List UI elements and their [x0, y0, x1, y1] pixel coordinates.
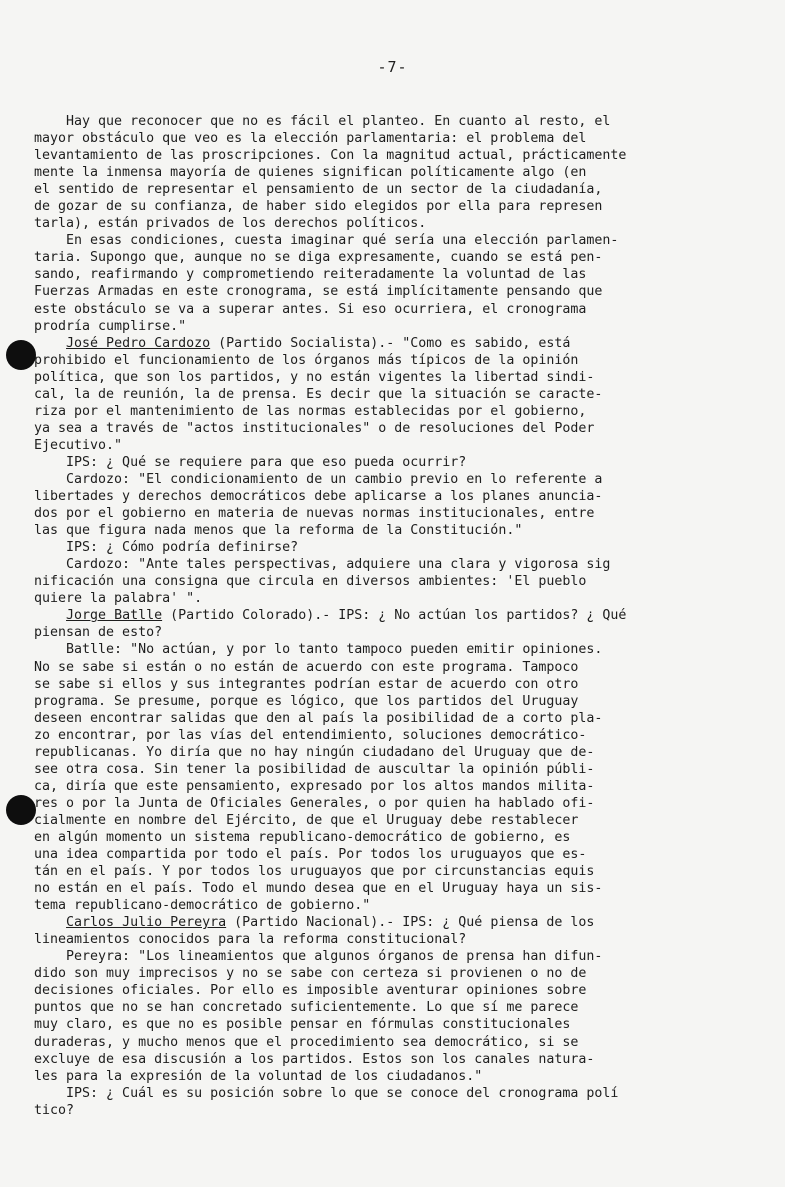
- text-line: [34, 505, 764, 522]
- punch-hole: [6, 340, 36, 370]
- text-line: [34, 948, 764, 965]
- line-text: En esas condiciones, cuesta imaginar qué sería una elección parlamen-: [34, 233, 619, 249]
- line-text: tema republicano-democrático de gobierno.": [34, 898, 371, 914]
- text-line: [34, 130, 764, 147]
- text-line: [34, 880, 764, 897]
- text-line: [34, 471, 764, 488]
- line-text: libertades y derechos democráticos debe aplicarse a los planes anuncia-: [34, 489, 603, 505]
- text-line: [34, 369, 764, 386]
- text-line: [34, 522, 764, 539]
- text-line: [34, 624, 764, 641]
- text-line: [34, 454, 764, 471]
- line-text: (Partido Socialista).- "Como es sabido, está: [210, 335, 571, 351]
- text-line: [34, 676, 764, 693]
- line-text: cialmente en nombre del Ejército, de que el Uruguay debe restablecer: [34, 812, 579, 828]
- text-line: [34, 693, 764, 710]
- line-text: quiere la palabra' ".: [34, 591, 203, 607]
- text-line: [34, 965, 764, 982]
- text-line: [34, 335, 764, 352]
- speaker-name: Carlos Julio Pereyra: [66, 915, 227, 931]
- text-line: [34, 641, 764, 658]
- text-line: [34, 232, 764, 249]
- text-line: [34, 795, 764, 812]
- text-line: [34, 488, 764, 505]
- text-line: [34, 863, 764, 880]
- line-text: decisiones oficiales. Por ello es imposible aventurar opiniones sobre: [34, 983, 587, 999]
- text-line: [34, 659, 764, 676]
- text-line: [34, 113, 764, 130]
- line-text: lineamientos conocidos para la reforma constitucional?: [34, 932, 467, 948]
- line-text: prohibido el funcionamiento de los órganos más típicos de la opinión: [34, 352, 579, 368]
- text-line: [34, 318, 764, 335]
- text-line: [34, 761, 764, 778]
- line-text: IPS: ¿ Qué se requiere para que eso pueda ocurrir?: [34, 454, 467, 470]
- text-line: [34, 607, 764, 624]
- line-text: política, que son los partidos, y no están vigentes la libertad sindi-: [34, 369, 595, 385]
- text-line: [34, 778, 764, 795]
- line-text: IPS: ¿ Cómo podría definirse?: [34, 540, 299, 556]
- line-text: Fuerzas Armadas en este cronograma, se está implícitamente pensando que: [34, 284, 603, 300]
- text-line: [34, 403, 764, 420]
- text-line: [34, 198, 764, 215]
- text-line: [34, 982, 764, 999]
- line-text: riza por el mantenimiento de las normas establecidas por el gobierno,: [34, 403, 587, 419]
- text-line: [34, 590, 764, 607]
- line-text: Hay que reconocer que no es fácil el planteo. En cuanto al resto, el: [34, 114, 611, 129]
- line-text: No se sabe si están o no están de acuerdo con este programa. Tampoco: [34, 659, 579, 675]
- line-text: Pereyra: "Los lineamientos que algunos órganos de prensa han difun-: [34, 949, 603, 965]
- line-text: ca, diría que este pensamiento, expresado por los altos mandos milita-: [34, 778, 595, 794]
- line-text: dido son muy imprecisos y no se sabe con certeza si provienen o no de: [34, 966, 587, 982]
- text-line: [34, 1016, 764, 1033]
- line-text: tarla), están privados de los derechos políticos.: [34, 216, 427, 232]
- line-text: programa. Se presume, porque es lógico, que los partidos del Uruguay: [34, 693, 579, 709]
- speaker-name: Jorge Batlle: [66, 608, 163, 624]
- line-text: las que figura nada menos que la reforma de la Constitución.": [34, 523, 523, 539]
- text-line: [34, 539, 764, 556]
- text-line: [34, 710, 764, 727]
- line-text: una idea compartida por todo el país. Por todos los uruguayos que es-: [34, 847, 587, 863]
- punch-hole: [6, 795, 36, 825]
- line-text: excluye de esa discusión a los partidos. Estos son los canales natura-: [34, 1051, 595, 1067]
- line-text: IPS: ¿ Cuál es su posición sobre lo que se conoce del cronograma polí: [34, 1085, 619, 1101]
- text-line: [34, 914, 764, 931]
- line-text: tico?: [34, 1102, 75, 1118]
- line-text: de gozar de su confianza, de haber sido elegidos por ella para represen: [34, 199, 603, 215]
- text-line: [34, 249, 764, 266]
- line-text: Ejecutivo.": [34, 437, 123, 453]
- text-line: [34, 283, 764, 300]
- text-line: [34, 1068, 764, 1085]
- line-text: se sabe si ellos y sus integrantes podrían estar de acuerdo con otro: [34, 676, 579, 692]
- text-line: [34, 1034, 764, 1051]
- text-line: [34, 931, 764, 948]
- text-line: [34, 266, 764, 283]
- line-text: [34, 915, 66, 930]
- text-line: [34, 846, 764, 863]
- line-text: cal, la de reunión, la de prensa. Es decir que la situación se caracte-: [34, 386, 603, 402]
- text-line: [34, 829, 764, 846]
- text-line: [34, 352, 764, 369]
- text-line: [34, 215, 764, 232]
- text-line: [34, 420, 764, 437]
- line-text: ya sea a través de "actos institucionales" o de resoluciones del Poder: [34, 420, 595, 436]
- text-line: [34, 437, 764, 454]
- line-text: tán en el país. Y por todos los uruguayos que por circunstancias equis: [34, 864, 595, 880]
- text-line: [34, 181, 764, 198]
- line-text: sando, reafirmando y comprometiendo reiteradamente la voluntad de las: [34, 267, 587, 283]
- line-text: [34, 336, 66, 351]
- line-text: (Partido Nacional).- IPS: ¿ Qué piensa de los: [226, 915, 595, 931]
- line-text: mente la inmensa mayoría de quienes significan políticamente algo (en: [34, 165, 587, 181]
- line-text: see otra cosa. Sin tener la posibilidad de auscultar la opinión públi-: [34, 761, 595, 777]
- line-text: Cardozo: "El condicionamiento de un cambio previo en lo referente a: [34, 471, 603, 487]
- text-line: [34, 999, 764, 1016]
- line-text: puntos que no se han concretado suficientemente. Lo que sí me parece: [34, 1000, 579, 1016]
- line-text: taria. Supongo que, aunque no se diga expresamente, cuando se está pen-: [34, 250, 603, 266]
- typewritten-interview-text: [34, 113, 764, 1119]
- text-line: [34, 812, 764, 829]
- line-text: duraderas, y mucho menos que el procedimiento sea democrático, si se: [34, 1034, 579, 1050]
- line-text: (Partido Colorado).- IPS: ¿ No actúan los partidos? ¿ Qué: [162, 608, 627, 624]
- line-text: levantamiento de las proscripciones. Con la magnitud actual, prácticamente: [34, 148, 627, 164]
- text-line: [34, 1085, 764, 1102]
- text-line: [34, 897, 764, 914]
- speaker-name: José Pedro Cardozo: [66, 335, 211, 351]
- line-text: muy claro, es que no es posible pensar en fórmulas constitucionales: [34, 1017, 571, 1033]
- line-text: deseen encontrar salidas que den al país la posibilidad de a corto pla-: [34, 710, 603, 726]
- line-text: res o por la Junta de Oficiales Generales, o por quien ha hablado ofi-: [34, 795, 595, 811]
- line-text: nificación una consigna que circula en diversos ambientes: 'El pueblo: [34, 574, 587, 590]
- text-line: [34, 573, 764, 590]
- line-text: este obstáculo se va a superar antes. Si eso ocurriera, el cronograma: [34, 301, 587, 317]
- text-line: [34, 556, 764, 573]
- line-text: en algún momento un sistema republicano-democrático de gobierno, es: [34, 829, 571, 845]
- text-line: [34, 744, 764, 761]
- text-line: [34, 1051, 764, 1068]
- line-text: Batlle: "No actúan, y por lo tanto tampoco pueden emitir opiniones.: [34, 642, 603, 658]
- line-text: Cardozo: "Ante tales perspectivas, adquiere una clara y vigorosa sig: [34, 557, 611, 573]
- line-text: dos por el gobierno en materia de nuevas normas institucionales, entre: [34, 506, 595, 522]
- text-line: [34, 1102, 764, 1119]
- text-line: [34, 164, 764, 181]
- line-text: [34, 608, 66, 623]
- text-line: [34, 301, 764, 318]
- line-text: zo encontrar, por las vías del entendimiento, soluciones democrático-: [34, 727, 587, 743]
- line-text: republicanas. Yo diría que no hay ningún ciudadano del Uruguay que de-: [34, 744, 595, 760]
- line-text: mayor obstáculo que veo es la elección parlamentaria: el problema del: [34, 131, 587, 147]
- line-text: el sentido de representar el pensamiento de un sector de la ciudadanía,: [34, 182, 603, 198]
- page-number: -7-: [377, 58, 408, 76]
- text-line: [34, 147, 764, 164]
- line-text: les para la expresión de la voluntad de los ciudadanos.": [34, 1068, 483, 1084]
- line-text: prodría cumplirse.": [34, 318, 187, 334]
- text-line: [34, 386, 764, 403]
- line-text: piensan de esto?: [34, 625, 163, 641]
- text-line: [34, 727, 764, 744]
- line-text: no están en el país. Todo el mundo desea que en el Uruguay haya un sis-: [34, 881, 603, 897]
